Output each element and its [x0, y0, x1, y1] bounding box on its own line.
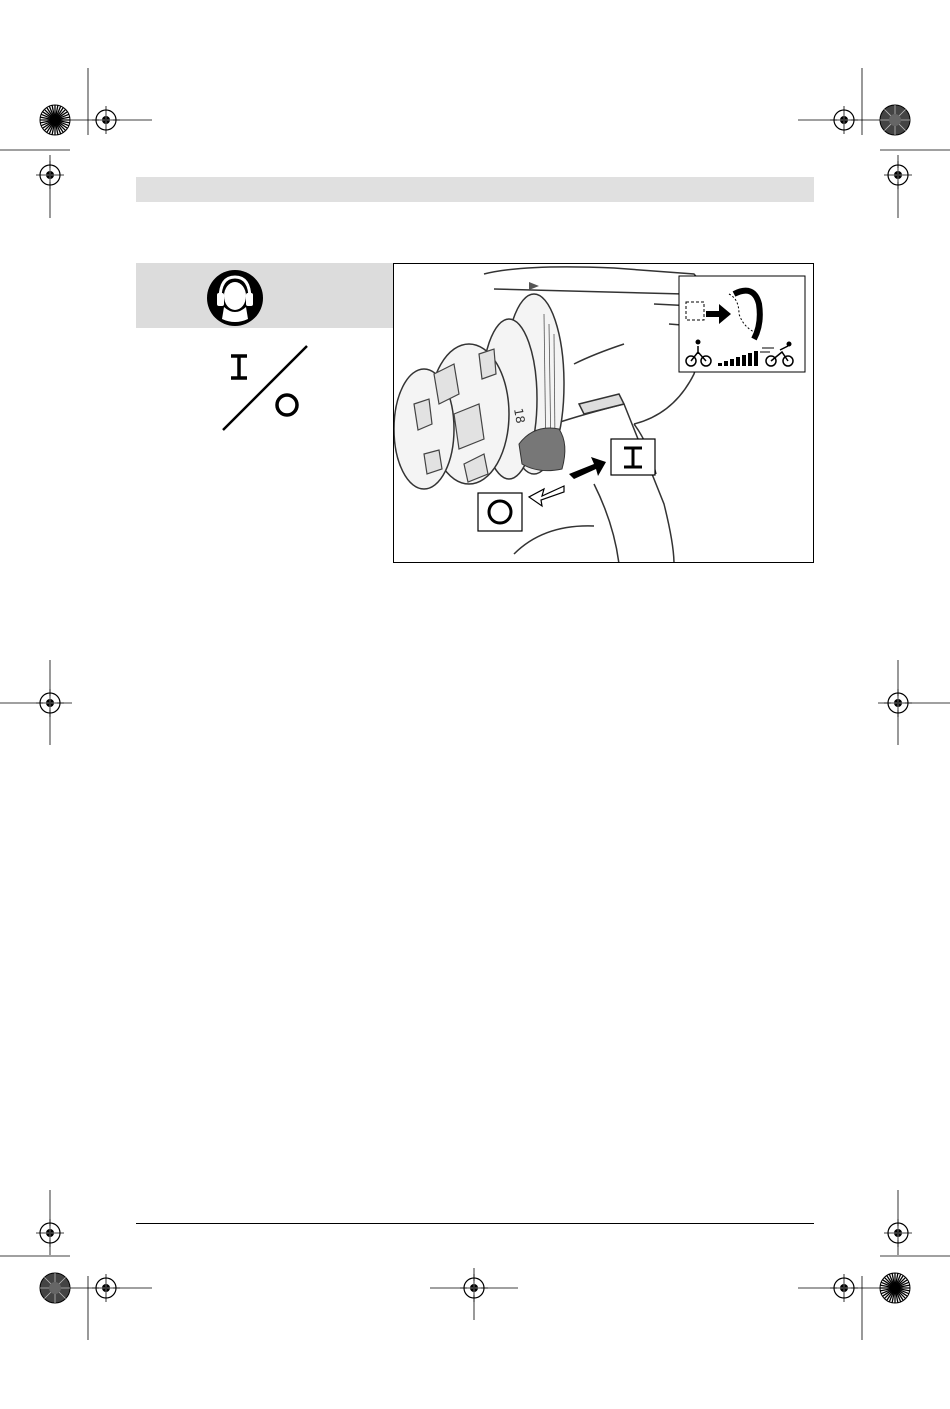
- dial-mark: 18: [511, 407, 528, 425]
- instruction-panel: [136, 263, 393, 328]
- on-label-box: [611, 439, 655, 475]
- drill-illustration: [394, 264, 814, 563]
- arrow-off: [529, 486, 564, 506]
- speed-inset: [679, 276, 805, 372]
- off-symbol: [277, 395, 297, 415]
- ear-protection-icon: [206, 269, 264, 327]
- footer-rule: [136, 1223, 814, 1224]
- divider-slash: [223, 346, 307, 430]
- on-symbol: [231, 356, 247, 378]
- off-label-box: [478, 493, 522, 531]
- drill-switch-figure: [393, 263, 814, 563]
- arrow-on: [569, 457, 606, 479]
- header-bar: [136, 177, 814, 202]
- on-off-symbol: [215, 340, 315, 435]
